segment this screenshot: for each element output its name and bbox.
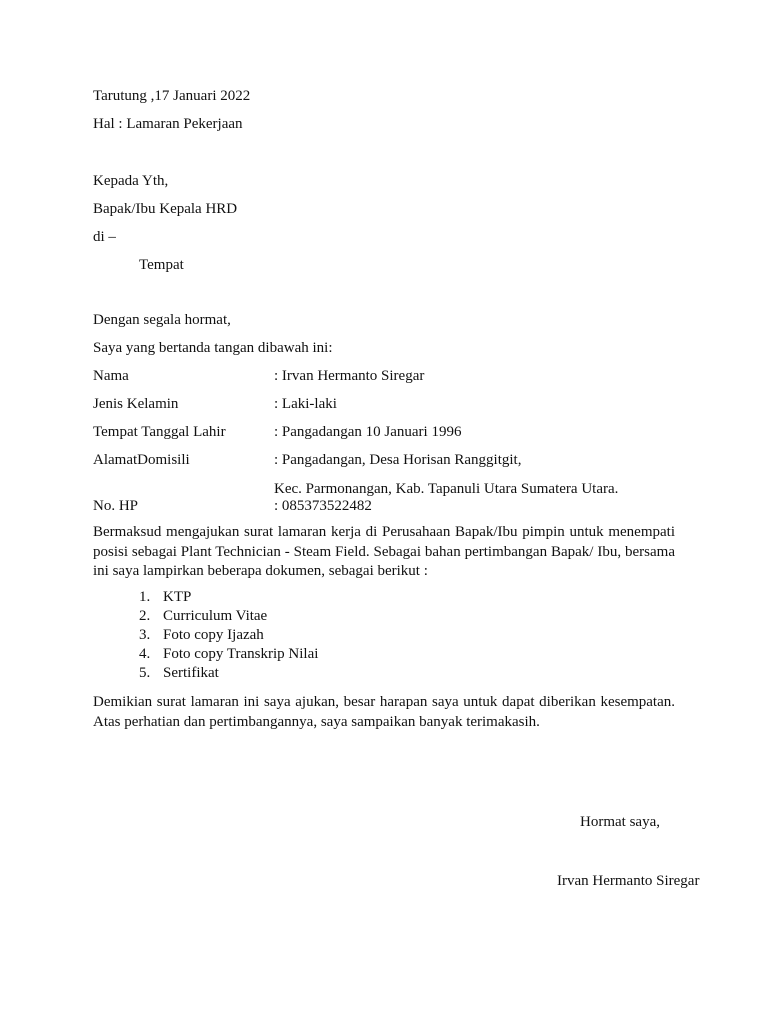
phone-label: No. HP — [93, 498, 139, 514]
list-item-number: 3. — [139, 627, 151, 643]
list-item-number: 4. — [139, 646, 151, 662]
list-item-text: Foto copy Transkrip Nilai — [163, 646, 319, 662]
birth-label: Tempat Tanggal Lahir — [93, 424, 226, 440]
gender-value: : Laki-laki — [274, 396, 337, 412]
name-label: Nama — [93, 368, 129, 384]
address-value-line-1: : Pangadangan, Desa Horisan Ranggitgit, — [274, 452, 522, 468]
recipient-line-3: di – — [93, 229, 116, 245]
closing-paragraph: Demikian surat lamaran ini saya ajukan, besar harapan saya untuk dapat diberikan kesempatan. Atas perhatian dan pertimbangannya, saya sampaikan banyak terimakasih. — [93, 694, 675, 730]
recipient-line-1: Kepada Yth, — [93, 173, 169, 189]
list-item-number: 5. — [139, 665, 151, 681]
phone-value: : 085373522482 — [274, 498, 372, 514]
list-item-text: Curriculum Vitae — [163, 608, 268, 624]
gender-label: Jenis Kelamin — [93, 396, 179, 412]
signoff: Hormat saya, — [580, 814, 660, 830]
subject-line: Hal : Lamaran Pekerjaan — [93, 116, 243, 132]
list-item-text: Foto copy Ijazah — [163, 627, 264, 643]
body-paragraph: Bermaksud mengajukan surat lamaran kerja di Perusahaan Bapak/Ibu pimpin untuk menempati posisi sebagai Plant Technician - Steam Field. Sebagai bahan pertimbangan Bapak/ Ibu, bersama ini saya lampirkan beberapa dokumen, sebagai berikut : — [93, 524, 675, 579]
address-value-line-2: Kec. Parmonangan, Kab. Tapanuli Utara Sumatera Utara. — [274, 481, 619, 497]
name-value: : Irvan Hermanto Siregar — [274, 368, 425, 384]
list-item-text: Sertifikat — [163, 665, 219, 681]
list-item-text: KTP — [163, 589, 192, 605]
greeting: Dengan segala hormat, — [93, 312, 231, 328]
signer-name: Irvan Hermanto Siregar — [557, 873, 700, 889]
recipient-line-4: Tempat — [139, 257, 184, 273]
birth-value: : Pangadangan 10 Januari 1996 — [274, 424, 462, 440]
list-item-number: 1. — [139, 589, 151, 605]
recipient-line-2: Bapak/Ibu Kepala HRD — [93, 201, 238, 217]
list-item-number: 2. — [139, 608, 151, 624]
place-date: Tarutung ,17 Januari 2022 — [93, 88, 251, 104]
address-label: AlamatDomisili — [93, 452, 190, 468]
intro-text: Saya yang bertanda tangan dibawah ini: — [93, 340, 333, 356]
